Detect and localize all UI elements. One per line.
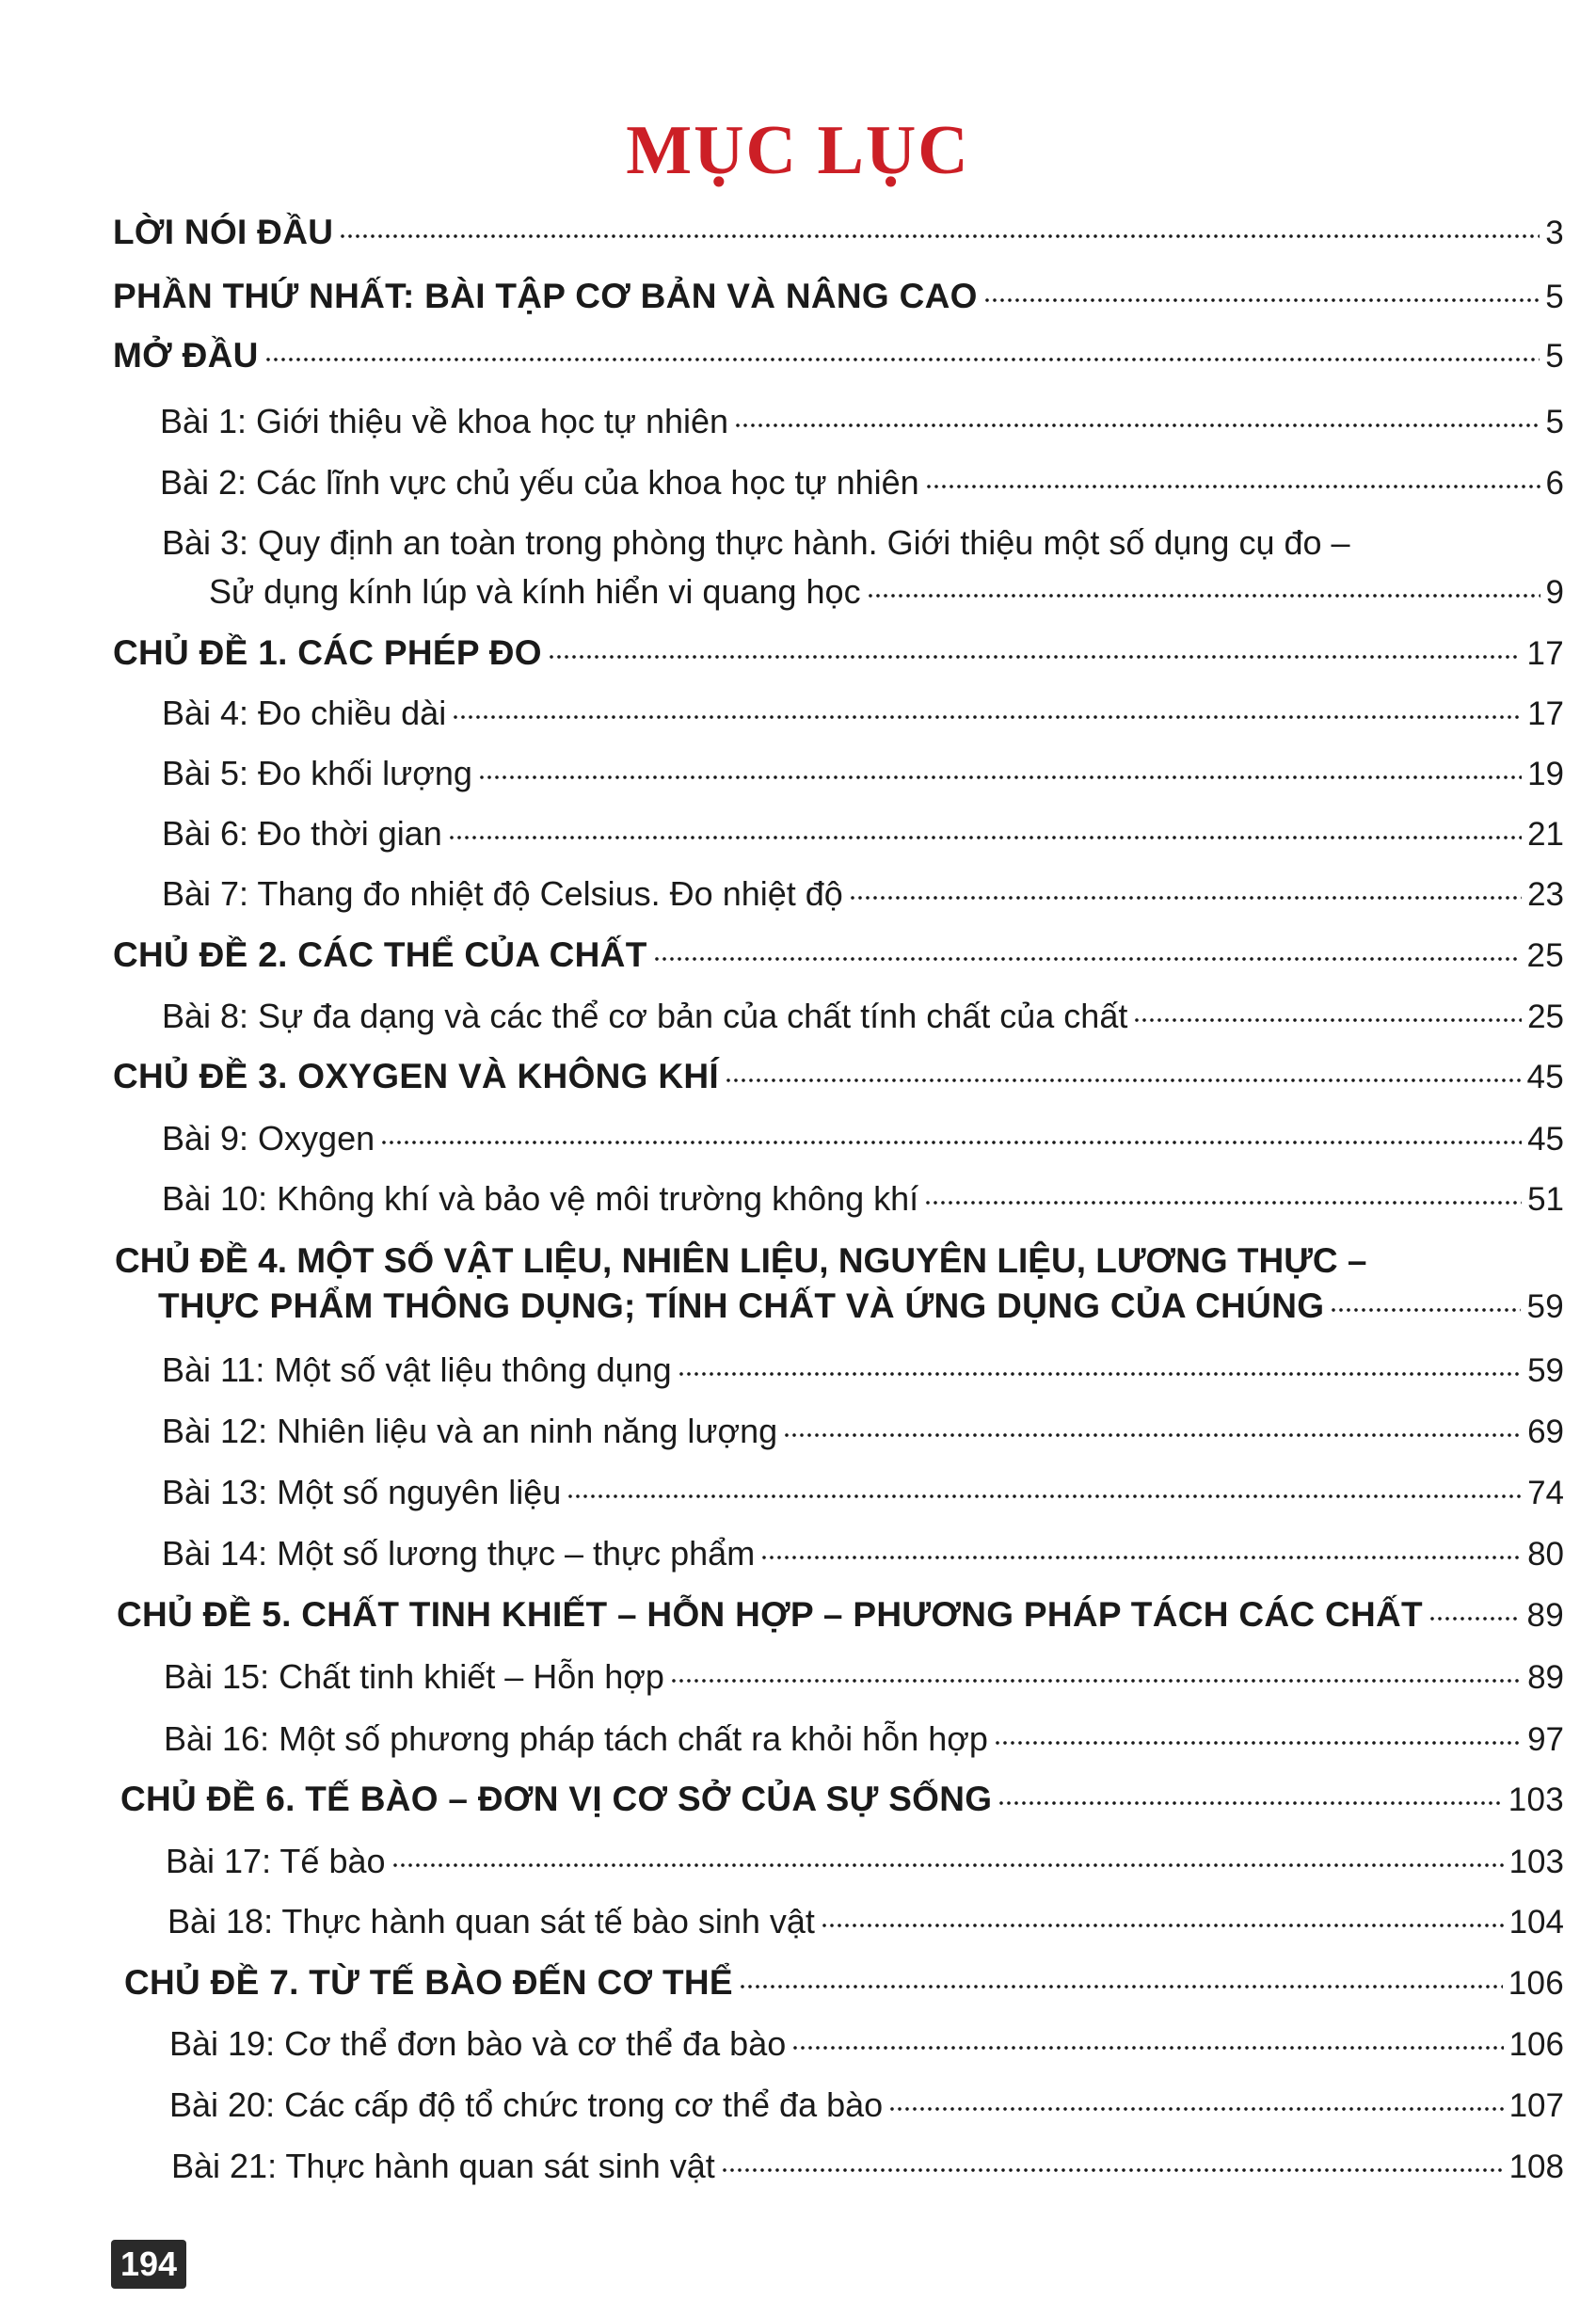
dot-leader (448, 833, 1522, 842)
dot-leader (670, 1676, 1522, 1685)
toc-entry-chu-de-2 (113, 934, 1564, 977)
toc-entry-bai-11 (162, 1350, 1564, 1392)
toc-entry-page: 6 (1545, 465, 1564, 502)
toc-entry-bai-9 (162, 1118, 1564, 1160)
dot-leader (548, 652, 1522, 662)
toc-entry-bai-15 (164, 1656, 1564, 1699)
dot-leader (867, 591, 1540, 600)
dot-leader (380, 1138, 1522, 1147)
toc-entry-page: 5 (1545, 279, 1564, 315)
toc-entry-page: 69 (1527, 1414, 1564, 1450)
toc-entry-page: 107 (1508, 2087, 1564, 2124)
toc-entry-page: 19 (1527, 756, 1564, 792)
toc-entry-bai-12 (162, 1411, 1564, 1453)
toc-entry-page: 59 (1526, 1288, 1564, 1325)
dot-leader (339, 232, 1540, 241)
toc-entry-page: 45 (1527, 1121, 1564, 1158)
toc-entry-text: Bài 19: Cơ thể đơn bào và cơ thể đa bào (169, 2024, 787, 2063)
toc-entry-text: Bài 11: Một số vật liệu thông dụng (162, 1350, 672, 1389)
toc-entry-text: Bài 4: Đo chiều dài (162, 694, 447, 732)
toc-entry-bai-20 (169, 2084, 1564, 2127)
dot-leader (1330, 1305, 1521, 1315)
toc-entry-chu-de-4-line1: CHỦ ĐỀ 4. MỘT SỐ VẬT LIỆU, NHIÊN LIỆU, NGUYÊN LIỆU, LƯƠNG THỰC – (115, 1241, 1367, 1280)
toc-entry-page: 103 (1508, 1844, 1564, 1880)
toc-entry-page: 23 (1527, 876, 1564, 913)
toc-entry-page: 89 (1526, 1597, 1564, 1634)
toc-entry-bai-7 (162, 873, 1564, 916)
dot-leader (924, 1198, 1522, 1207)
toc-entry-text: CHỦ ĐỀ 7. TỪ TẾ BÀO ĐẾN CƠ THỂ (124, 1963, 733, 2002)
toc-entry-page: 74 (1527, 1475, 1564, 1511)
toc-entry-mo-dau (113, 335, 1564, 377)
toc-entry-bai-3 (209, 571, 1564, 614)
toc-entry-loi-noi-dau (113, 212, 1564, 254)
toc-entry-bai-16 (164, 1718, 1564, 1761)
toc-entry-page: 108 (1508, 2148, 1564, 2185)
dot-leader (925, 482, 1540, 491)
dot-leader (821, 1921, 1504, 1930)
toc-entry-page: 80 (1527, 1536, 1564, 1573)
toc-entry-bai-1 (160, 401, 1564, 443)
toc-entry-chu-de-4 (158, 1286, 1564, 1328)
toc-entry-bai-6 (162, 813, 1564, 855)
dot-leader (888, 2104, 1503, 2114)
dot-leader (998, 1798, 1502, 1808)
toc-entry-page: 3 (1545, 215, 1564, 251)
toc-entry-phan-thu-nhat (113, 276, 1564, 318)
toc-entry-bai-4 (162, 693, 1564, 735)
toc-entry-page: 106 (1508, 1965, 1564, 2002)
toc-entry-text: Bài 5: Đo khối lượng (162, 754, 472, 792)
dot-leader (739, 1982, 1503, 1991)
dot-leader (721, 2165, 1504, 2175)
toc-entry-bai-2 (160, 462, 1564, 504)
toc-entry-text: Sử dụng kính lúp và kính hiển vi quang học (209, 572, 861, 611)
toc-entry-bai-3-line1: Bài 3: Quy định an toàn trong phòng thực hành. Giới thiệu một số dụng cụ đo – (162, 523, 1350, 562)
toc-entry-page: 51 (1527, 1181, 1564, 1218)
dot-leader (791, 2043, 1503, 2052)
toc-entry-page: 45 (1526, 1059, 1564, 1095)
toc-entry-text: Bài 6: Đo thời gian (162, 814, 442, 853)
toc-entry-text: CHỦ ĐỀ 6. TẾ BÀO – ĐƠN VỊ CƠ SỞ CỦA SỰ SỐNG (120, 1780, 993, 1818)
toc-entry-text: Bài 12: Nhiên liệu và an ninh năng lượng (162, 1412, 778, 1450)
toc-entry-page: 104 (1508, 1904, 1564, 1941)
toc-entry-text: Bài 14: Một số lương thực – thực phẩm (162, 1534, 756, 1573)
toc-entry-chu-de-5 (117, 1594, 1564, 1637)
toc-entry-bai-17 (166, 1841, 1564, 1883)
toc-entry-chu-de-3 (113, 1056, 1564, 1098)
dot-leader (391, 1861, 1504, 1870)
toc-entry-bai-14 (162, 1533, 1564, 1575)
toc-entry-chu-de-6 (120, 1779, 1564, 1821)
dot-leader (678, 1369, 1522, 1379)
toc-entry-text: Bài 18: Thực hành quan sát tế bào sinh vật (168, 1902, 815, 1941)
toc-entry-text: Bài 1: Giới thiệu về khoa học tự nhiên (160, 402, 729, 440)
toc-entry-page: 9 (1545, 574, 1564, 611)
toc-entry-text: THỰC PHẨM THÔNG DỤNG; TÍNH CHẤT VÀ ỨNG DỤNG CỦA CHÚNG (158, 1286, 1325, 1325)
toc-entry-text: PHẦN THỨ NHẤT: BÀI TẬP CƠ BẢN VÀ NÂNG CAO (113, 277, 978, 315)
dot-leader (1428, 1614, 1522, 1623)
toc-entry-text: Bài 2: Các lĩnh vực chủ yếu của khoa học tự nhiên (160, 463, 919, 502)
dot-leader (734, 421, 1540, 430)
toc-entry-page: 59 (1527, 1352, 1564, 1389)
toc-entry-page: 21 (1527, 816, 1564, 853)
dot-leader (567, 1492, 1522, 1501)
toc-entry-text: Bài 13: Một số nguyên liệu (162, 1473, 562, 1511)
toc-entry-text: MỞ ĐẦU (113, 336, 259, 375)
toc-entry-bai-19 (169, 2023, 1564, 2066)
toc-entry-text: Bài 7: Thang đo nhiệt độ Celsius. Đo nhiệt độ (162, 874, 843, 913)
toc-entry-page: 106 (1508, 2026, 1564, 2063)
dot-leader (264, 355, 1540, 364)
toc-entry-page: 17 (1526, 635, 1564, 672)
toc-entry-text: CHỦ ĐỀ 2. CÁC THỂ CỦA CHẤT (113, 935, 647, 974)
toc-entry-bai-5 (162, 753, 1564, 795)
toc-entry-text: Bài 20: Các cấp độ tổ chức trong cơ thể đa bào (169, 2085, 884, 2124)
toc-entry-page: 5 (1545, 404, 1564, 440)
dot-leader (849, 893, 1522, 902)
page-number-badge: 194 (111, 2240, 186, 2289)
toc-entry-page: 17 (1527, 695, 1564, 732)
toc-entry-text: Bài 10: Không khí và bảo vệ môi trường không khí (162, 1179, 919, 1218)
toc-entry-page: 5 (1545, 338, 1564, 375)
toc-entry-text: Bài 16: Một số phương pháp tách chất ra khỏi hỗn hợp (164, 1719, 988, 1758)
toc-entry-text: CHỦ ĐỀ 5. CHẤT TINH KHIẾT – HỖN HỢP – PHƯƠNG PHÁP TÁCH CÁC CHẤT (117, 1595, 1423, 1634)
dot-leader (1133, 1015, 1522, 1025)
toc-entry-bai-10 (162, 1178, 1564, 1221)
toc-entry-text: CHỦ ĐỀ 1. CÁC PHÉP ĐO (113, 633, 542, 672)
toc-entry-page: 25 (1527, 998, 1564, 1035)
toc-entry-chu-de-7 (124, 1962, 1564, 2005)
toc-entry-text: Bài 15: Chất tinh khiết – Hỗn hợp (164, 1657, 664, 1696)
toc-entry-page: 25 (1526, 937, 1564, 974)
toc-entry-text: Bài 21: Thực hành quan sát sinh vật (171, 2147, 715, 2185)
dot-leader (452, 712, 1522, 722)
toc-entry-text: Bài 17: Tế bào (166, 1842, 386, 1880)
toc-entry-text: Bài 8: Sự đa dạng và các thể cơ bản của chất tính chất của chất (162, 997, 1128, 1035)
dot-leader (994, 1738, 1522, 1748)
toc-entry-text: Bài 9: Oxygen (162, 1119, 375, 1158)
toc-entry-bai-21 (171, 2146, 1564, 2188)
dot-leader (725, 1076, 1522, 1085)
toc-entry-page: 103 (1508, 1781, 1564, 1818)
dot-leader (478, 773, 1522, 782)
toc-entry-bai-13 (162, 1472, 1564, 1514)
toc-entry-chu-de-1 (113, 632, 1564, 675)
dot-leader (653, 954, 1522, 964)
toc-entry-text: LỜI NÓI ĐẦU (113, 213, 334, 251)
toc-entry-bai-8 (162, 996, 1564, 1038)
page-title: MỤC LỤC (626, 112, 970, 189)
toc-entry-bai-18 (168, 1901, 1564, 1943)
toc-entry-page: 89 (1527, 1659, 1564, 1696)
dot-leader (783, 1430, 1522, 1440)
toc-entry-page: 97 (1527, 1721, 1564, 1758)
dot-leader (983, 295, 1540, 305)
toc-entry-text: CHỦ ĐỀ 3. OXYGEN VÀ KHÔNG KHÍ (113, 1057, 719, 1095)
dot-leader (760, 1553, 1522, 1562)
